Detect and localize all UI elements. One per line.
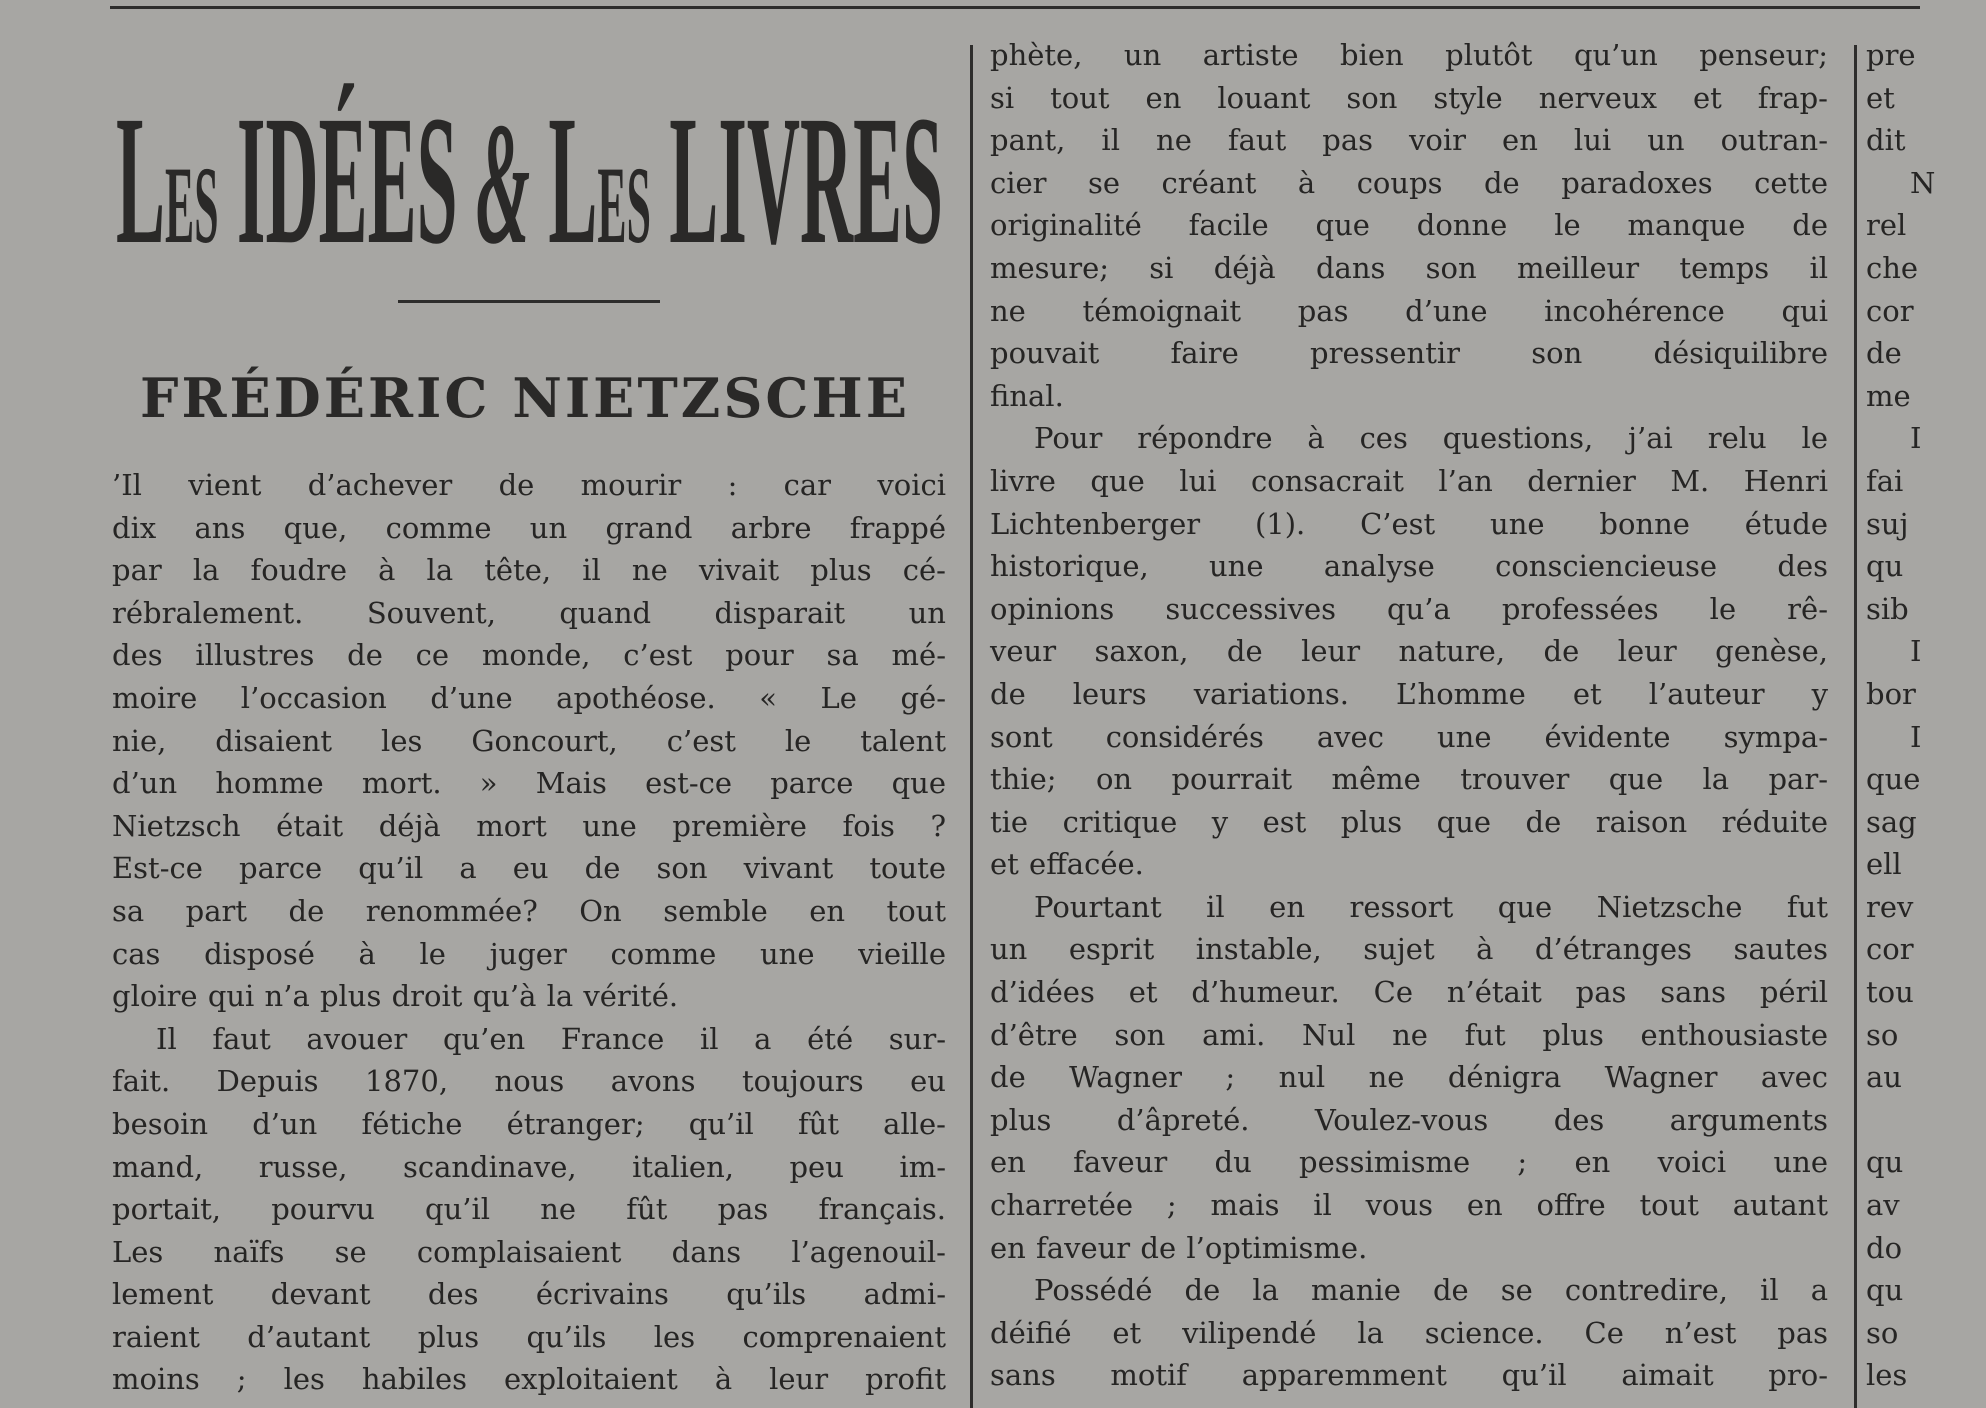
text-line: mesure; si déjà dans son meilleur temps il <box>990 250 1828 285</box>
text-line: cas disposé à le juger comme une vieille <box>112 936 946 971</box>
text-line: originalité facile que donne le manque de <box>990 208 1828 243</box>
text-line: sans motif apparemment qu’il aimait pro- <box>990 1358 1828 1393</box>
text-line: so <box>1866 1017 1899 1052</box>
text-line: en faveur du pessimisme ; en voici une <box>990 1145 1828 1180</box>
text-line: cor <box>1866 932 1914 967</box>
text-line: et effacée. <box>990 847 1144 882</box>
text-line: qu <box>1866 1145 1904 1180</box>
text-line: les <box>1866 1358 1908 1393</box>
text-line <box>1866 1099 1986 1142</box>
text-line: Nietzsch était déjà mort une première fois ? <box>112 808 946 843</box>
text-line: de Wagner ; nul ne dénigra Wagner avec <box>990 1060 1828 1095</box>
text-line: rébralement. Souvent, quand disparait un <box>112 595 946 630</box>
text-line: au <box>1866 1060 1902 1095</box>
title-part: LIVRES <box>650 78 943 283</box>
text-line: do <box>1866 1230 1903 1265</box>
text-line: av <box>1866 1188 1900 1223</box>
text-line: que <box>1866 762 1921 797</box>
text-line: pre <box>1866 38 1916 72</box>
text-line: Les naïfs se complaisaient dans l’agenouil- <box>112 1234 946 1269</box>
text-line: thie; on pourrait même trouver que la par- <box>990 762 1828 797</box>
text-line: ’Il vient d’achever de mourir : car voici <box>112 468 946 502</box>
text-line: mand, russe, scandinave, italien, peu im- <box>112 1149 946 1184</box>
text-line: sont considérés avec une évidente sympa- <box>990 719 1828 754</box>
text-line: charretée ; mais il vous en offre tout autant <box>990 1188 1828 1223</box>
text-line: so <box>1866 1315 1899 1350</box>
title-part: L <box>116 78 166 283</box>
title-part: IDÉES <box>218 78 476 283</box>
top-rule <box>110 6 1920 9</box>
title-rule <box>398 300 660 303</box>
text-line: I <box>1910 719 1922 754</box>
text-line: opinions successives qu’a professées le rê- <box>990 591 1828 626</box>
text-line: suj <box>1866 506 1909 541</box>
text-line: gloire qui n’a plus droit qu’à la vérité. <box>112 979 679 1014</box>
text-line: des illustres de ce monde, c’est pour sa mé- <box>112 638 946 673</box>
text-line: lement devant des écrivains qu’ils admi- <box>112 1277 946 1312</box>
text-line: un esprit instable, sujet à d’étranges sautes <box>990 932 1828 967</box>
text-line: en faveur de l’optimisme. <box>990 1230 1368 1265</box>
text-line: rev <box>1866 889 1914 924</box>
text-line: raient d’autant plus qu’ils les comprenaient <box>112 1319 946 1354</box>
text-line: N <box>1910 165 1936 200</box>
text-line: sag <box>1866 804 1917 839</box>
text-line: d’être son ami. Nul ne fut plus enthousiaste <box>990 1017 1828 1052</box>
text-line: moins ; les habiles exploitaient à leur profit <box>112 1362 946 1397</box>
text-line: cor <box>1866 293 1914 328</box>
text-line: nie, disaient les Goncourt, c’est le talent <box>112 723 946 758</box>
title-part: L <box>530 78 598 283</box>
text-line: bor <box>1866 676 1916 711</box>
column-1 <box>112 464 946 1401</box>
text-line: tou <box>1866 975 1914 1010</box>
section-title <box>116 78 943 283</box>
text-line: ne témoignait pas d’une incohérence qui <box>990 293 1828 328</box>
text-line: de leurs variations. L’homme et l’auteur y <box>990 676 1828 711</box>
column-divider <box>970 45 973 1408</box>
text-line: qu <box>1866 549 1904 584</box>
text-line: pouvait faire pressentir son désiquilibre <box>990 336 1828 371</box>
text-line: d’un homme mort. » Mais est-ce parce que <box>112 766 946 801</box>
text-line: Lichtenberger (1). C’est une bonne étude <box>990 506 1828 541</box>
text-line: veur saxon, de leur nature, de leur genèse, <box>990 634 1828 669</box>
text-line: si tout en louant son style nerveux et frap- <box>990 80 1828 115</box>
text-line: d’idées et d’humeur. Ce n’était pas sans péril <box>990 975 1828 1010</box>
text-line: sa part de renommée? On semble en tout <box>112 893 946 928</box>
text-line: dix ans que, comme un grand arbre frappé <box>112 510 946 545</box>
text-line: portait, pourvu qu’il ne fût pas français. <box>112 1192 946 1227</box>
text-line: Il faut avouer qu’en France il a été sur- <box>156 1021 946 1056</box>
text-line: besoin d’un fétiche étranger; qu’il fût alle- <box>112 1106 946 1141</box>
column-divider <box>1854 45 1857 1408</box>
title-part: ES <box>597 144 651 266</box>
text-line: livre que lui consacrait l’an dernier M. Henri <box>990 463 1828 498</box>
text-line: me <box>1866 378 1911 413</box>
text-line: che <box>1866 250 1919 285</box>
title-part: & <box>475 86 531 280</box>
column-2 <box>990 34 1828 1397</box>
text-line: Est-ce parce qu’il a eu de son vivant toute <box>112 851 946 886</box>
text-line: Pour répondre à ces questions, j’ai relu le <box>1034 421 1828 456</box>
text-line: fait. Depuis 1870, nous avons toujours eu <box>112 1064 946 1099</box>
text-line: ell <box>1866 847 1902 882</box>
text-line: I <box>1910 634 1922 669</box>
text-line: rel <box>1866 208 1907 243</box>
title-part: ES <box>165 144 219 266</box>
text-line: I <box>1910 421 1922 456</box>
text-line: pant, il ne faut pas voir en lui un outran- <box>990 123 1828 158</box>
text-line: historique, une analyse consciencieuse des <box>990 549 1828 584</box>
text-line: plus d’âpreté. Voulez-vous des arguments <box>990 1102 1828 1137</box>
text-line: et <box>1866 80 1895 115</box>
article-heading: FRÉDÉRIC NIETZSCHE <box>140 366 910 430</box>
text-line: tie critique y est plus que de raison réduite <box>990 804 1828 839</box>
text-line: moire l’occasion d’une apothéose. « Le gé- <box>112 680 946 715</box>
text-line: par la foudre à la tête, il ne vivait plus cé- <box>112 553 946 588</box>
text-line: phète, un artiste bien plutôt qu’un penseur; <box>990 38 1828 72</box>
text-line: déifié et vilipendé la science. Ce n’est pas <box>990 1315 1828 1350</box>
text-line: qu <box>1866 1273 1904 1308</box>
text-line: fai <box>1866 463 1904 498</box>
text-line: de <box>1866 336 1902 371</box>
text-line: dit <box>1866 123 1906 158</box>
text-line: sib <box>1866 591 1909 626</box>
text-line: Pourtant il en ressort que Nietzsche fut <box>1034 889 1828 924</box>
text-line: Possédé de la manie de se contredire, il a <box>1034 1273 1828 1308</box>
text-line: final. <box>990 378 1064 413</box>
text-line: cier se créant à coups de paradoxes cette <box>990 165 1828 200</box>
column-3-fragment <box>1866 34 1986 1397</box>
